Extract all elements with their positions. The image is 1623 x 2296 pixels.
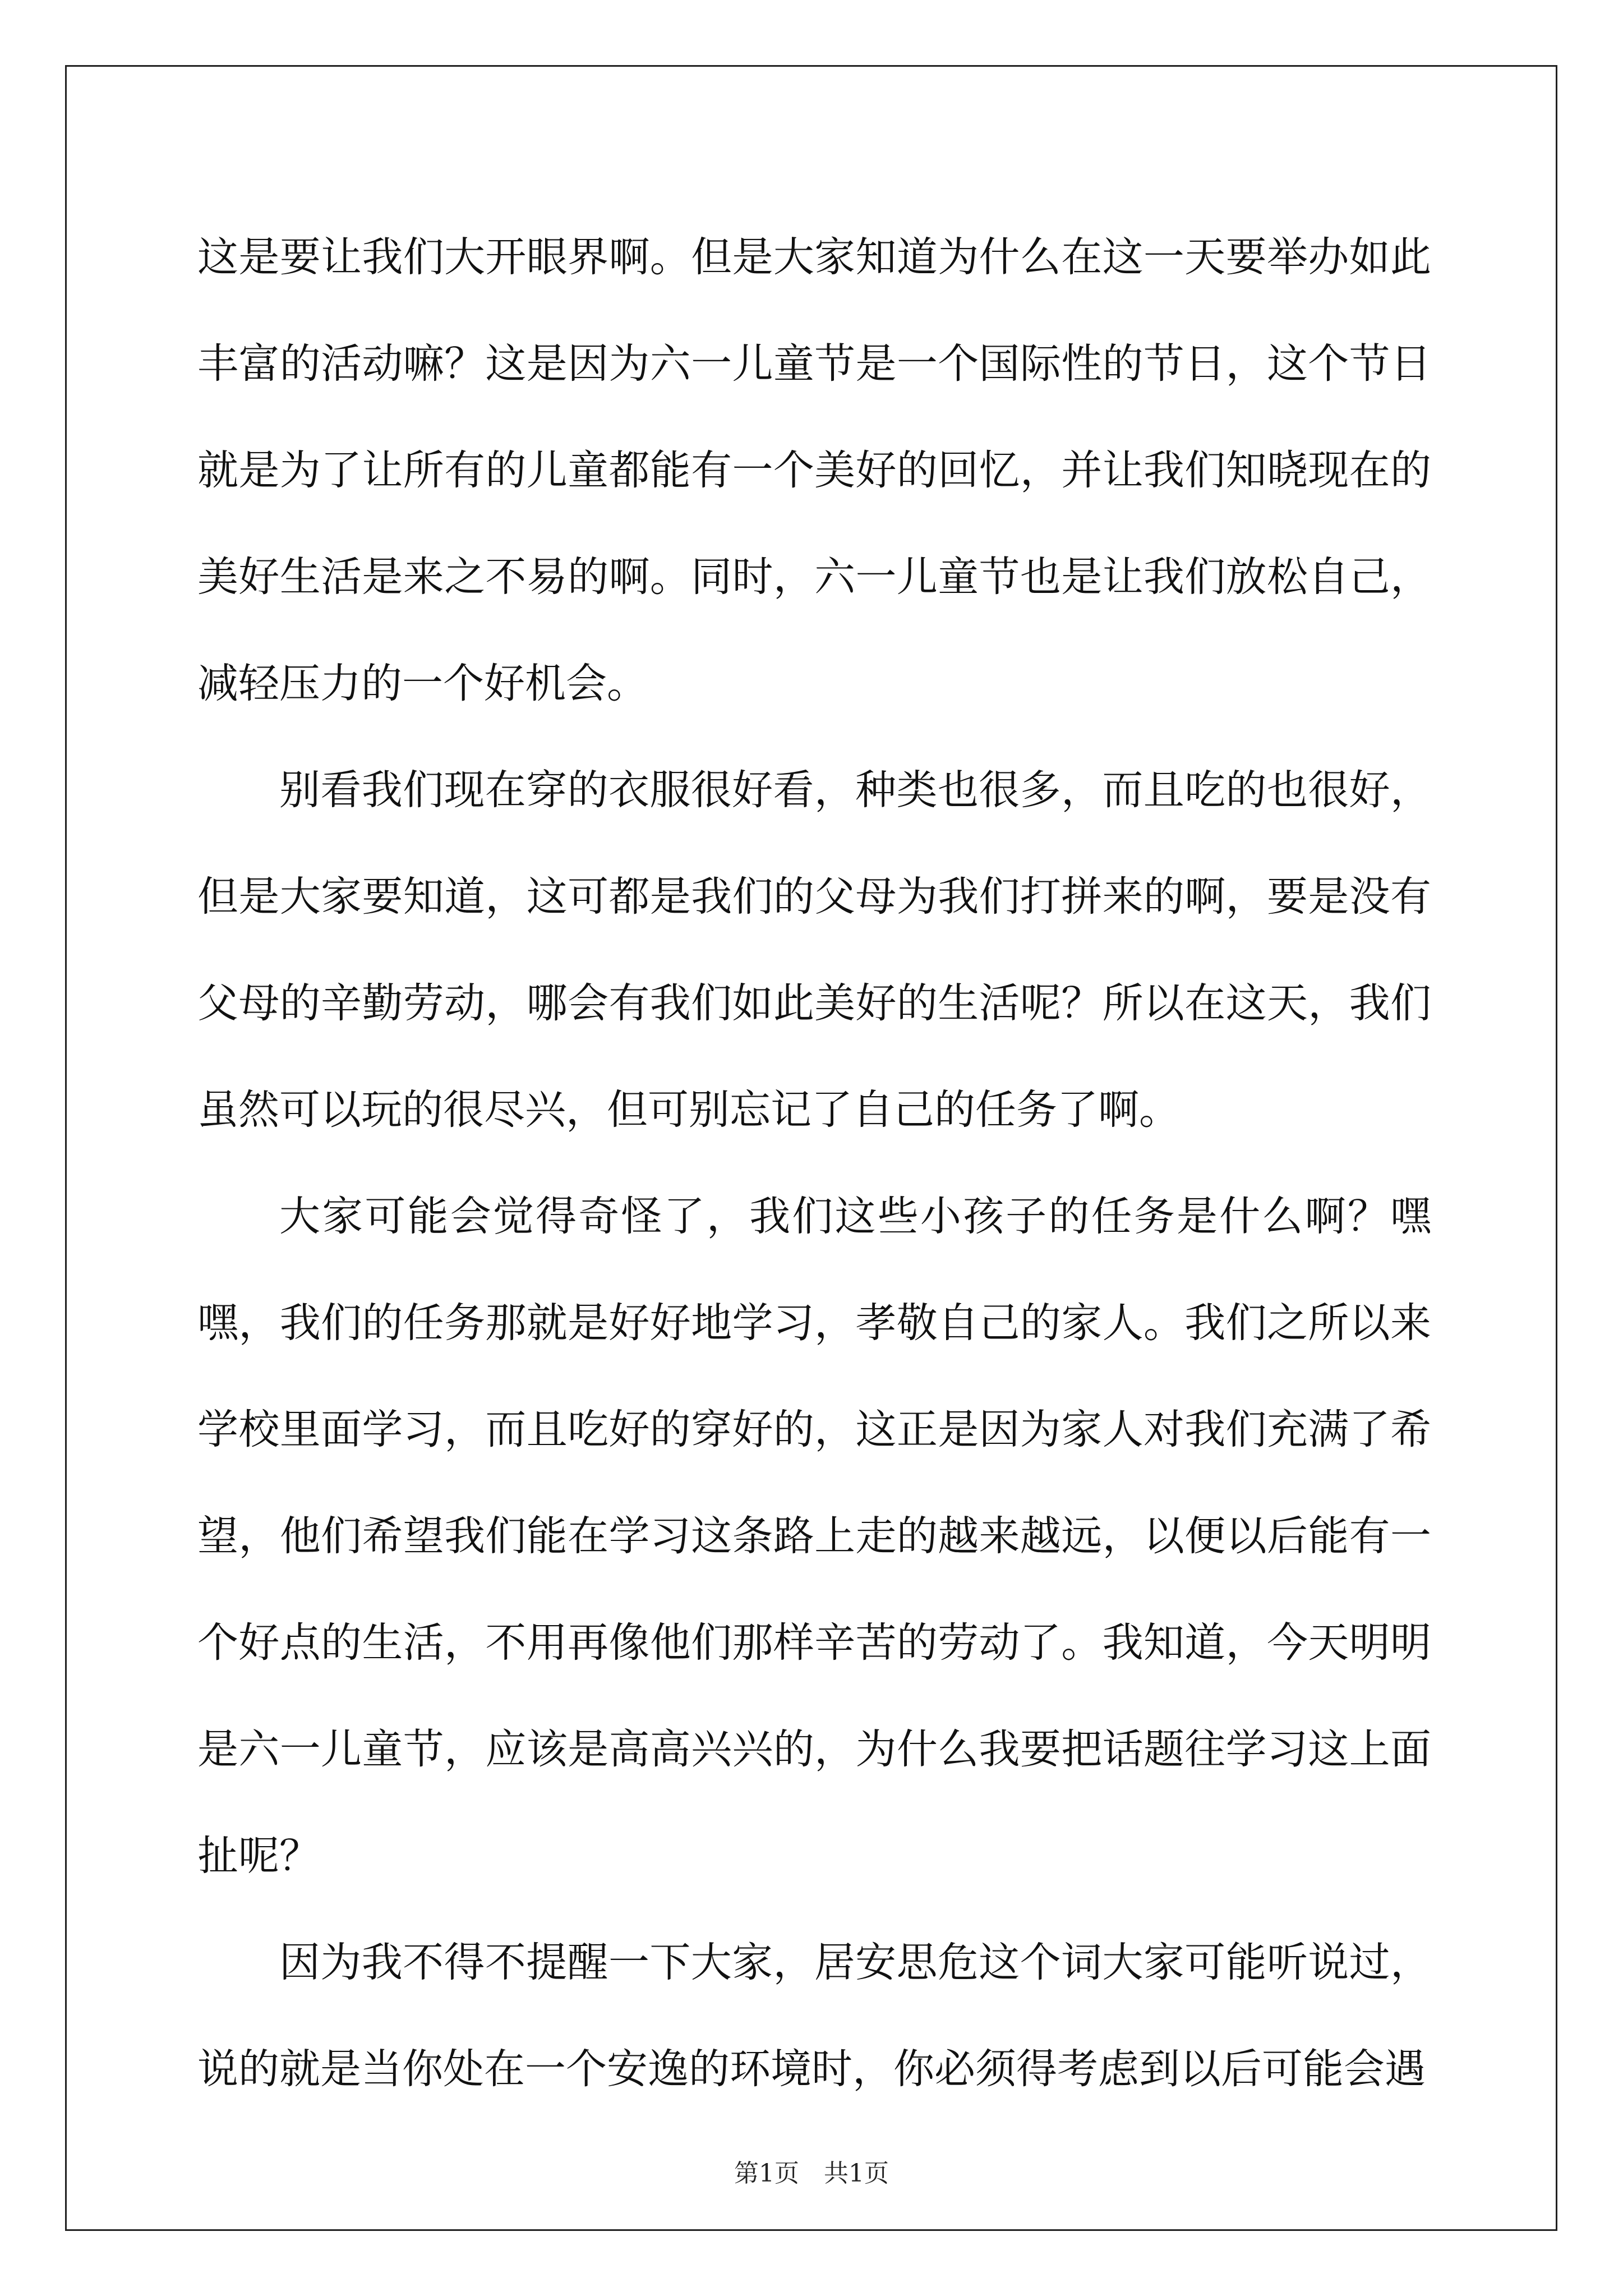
paragraph-3: 大家可能会觉得奇怪了，我们这些小孩子的任务是什么啊？嘿嘿，我们的任务那就是好好地学习，孝敬自己的家人。我们之所以来学校里面学习，而且吃好的穿好的，这正是因为家人对我们充满了希望，他们希望我们能在学习这条路上走的越来越远，以便以后能有一个好点的生活，不用再像他们那样辛苦的劳动了。我知道，今天明明是六一儿童节，应该是高高兴兴的，为什么我要把话题往学习这上面扯呢？ xyxy=(197,1193,1431,1880)
paragraph-2: 别看我们现在穿的衣服很好看，种类也很多，而且吃的也很好，但是大家要知道，这可都是我们的父母为我们打拼来的啊，要是没有父母的辛勤劳动，哪会有我们如此美好的生活呢？所以在这天，我们虽然可以玩的很尽兴，但可别忘记了自己的任务了啊。 xyxy=(197,766,1431,1134)
page-footer: 第1页 共1页 xyxy=(734,2159,889,2188)
paragraph-4: 因为我不得不提醒一下大家，居安思危这个词大家可能听说过，说的就是当你处在一个安逸的环境时，你必须得考虑到以后可能会遇 xyxy=(197,1939,1431,2093)
document-body xyxy=(197,204,1431,2123)
paragraph-1: 这是要让我们大开眼界啊。但是大家知道为什么在这一天要举办如此丰富的活动嘛？这是因为六一儿童节是一个国际性的节日，这个节日就是为了让所有的儿童都能有一个美好的回忆，并让我们知晓现在的美好生活是来之不易的啊。同时，六一儿童节也是让我们放松自己，减轻压力的一个好机会。 xyxy=(197,233,1431,707)
